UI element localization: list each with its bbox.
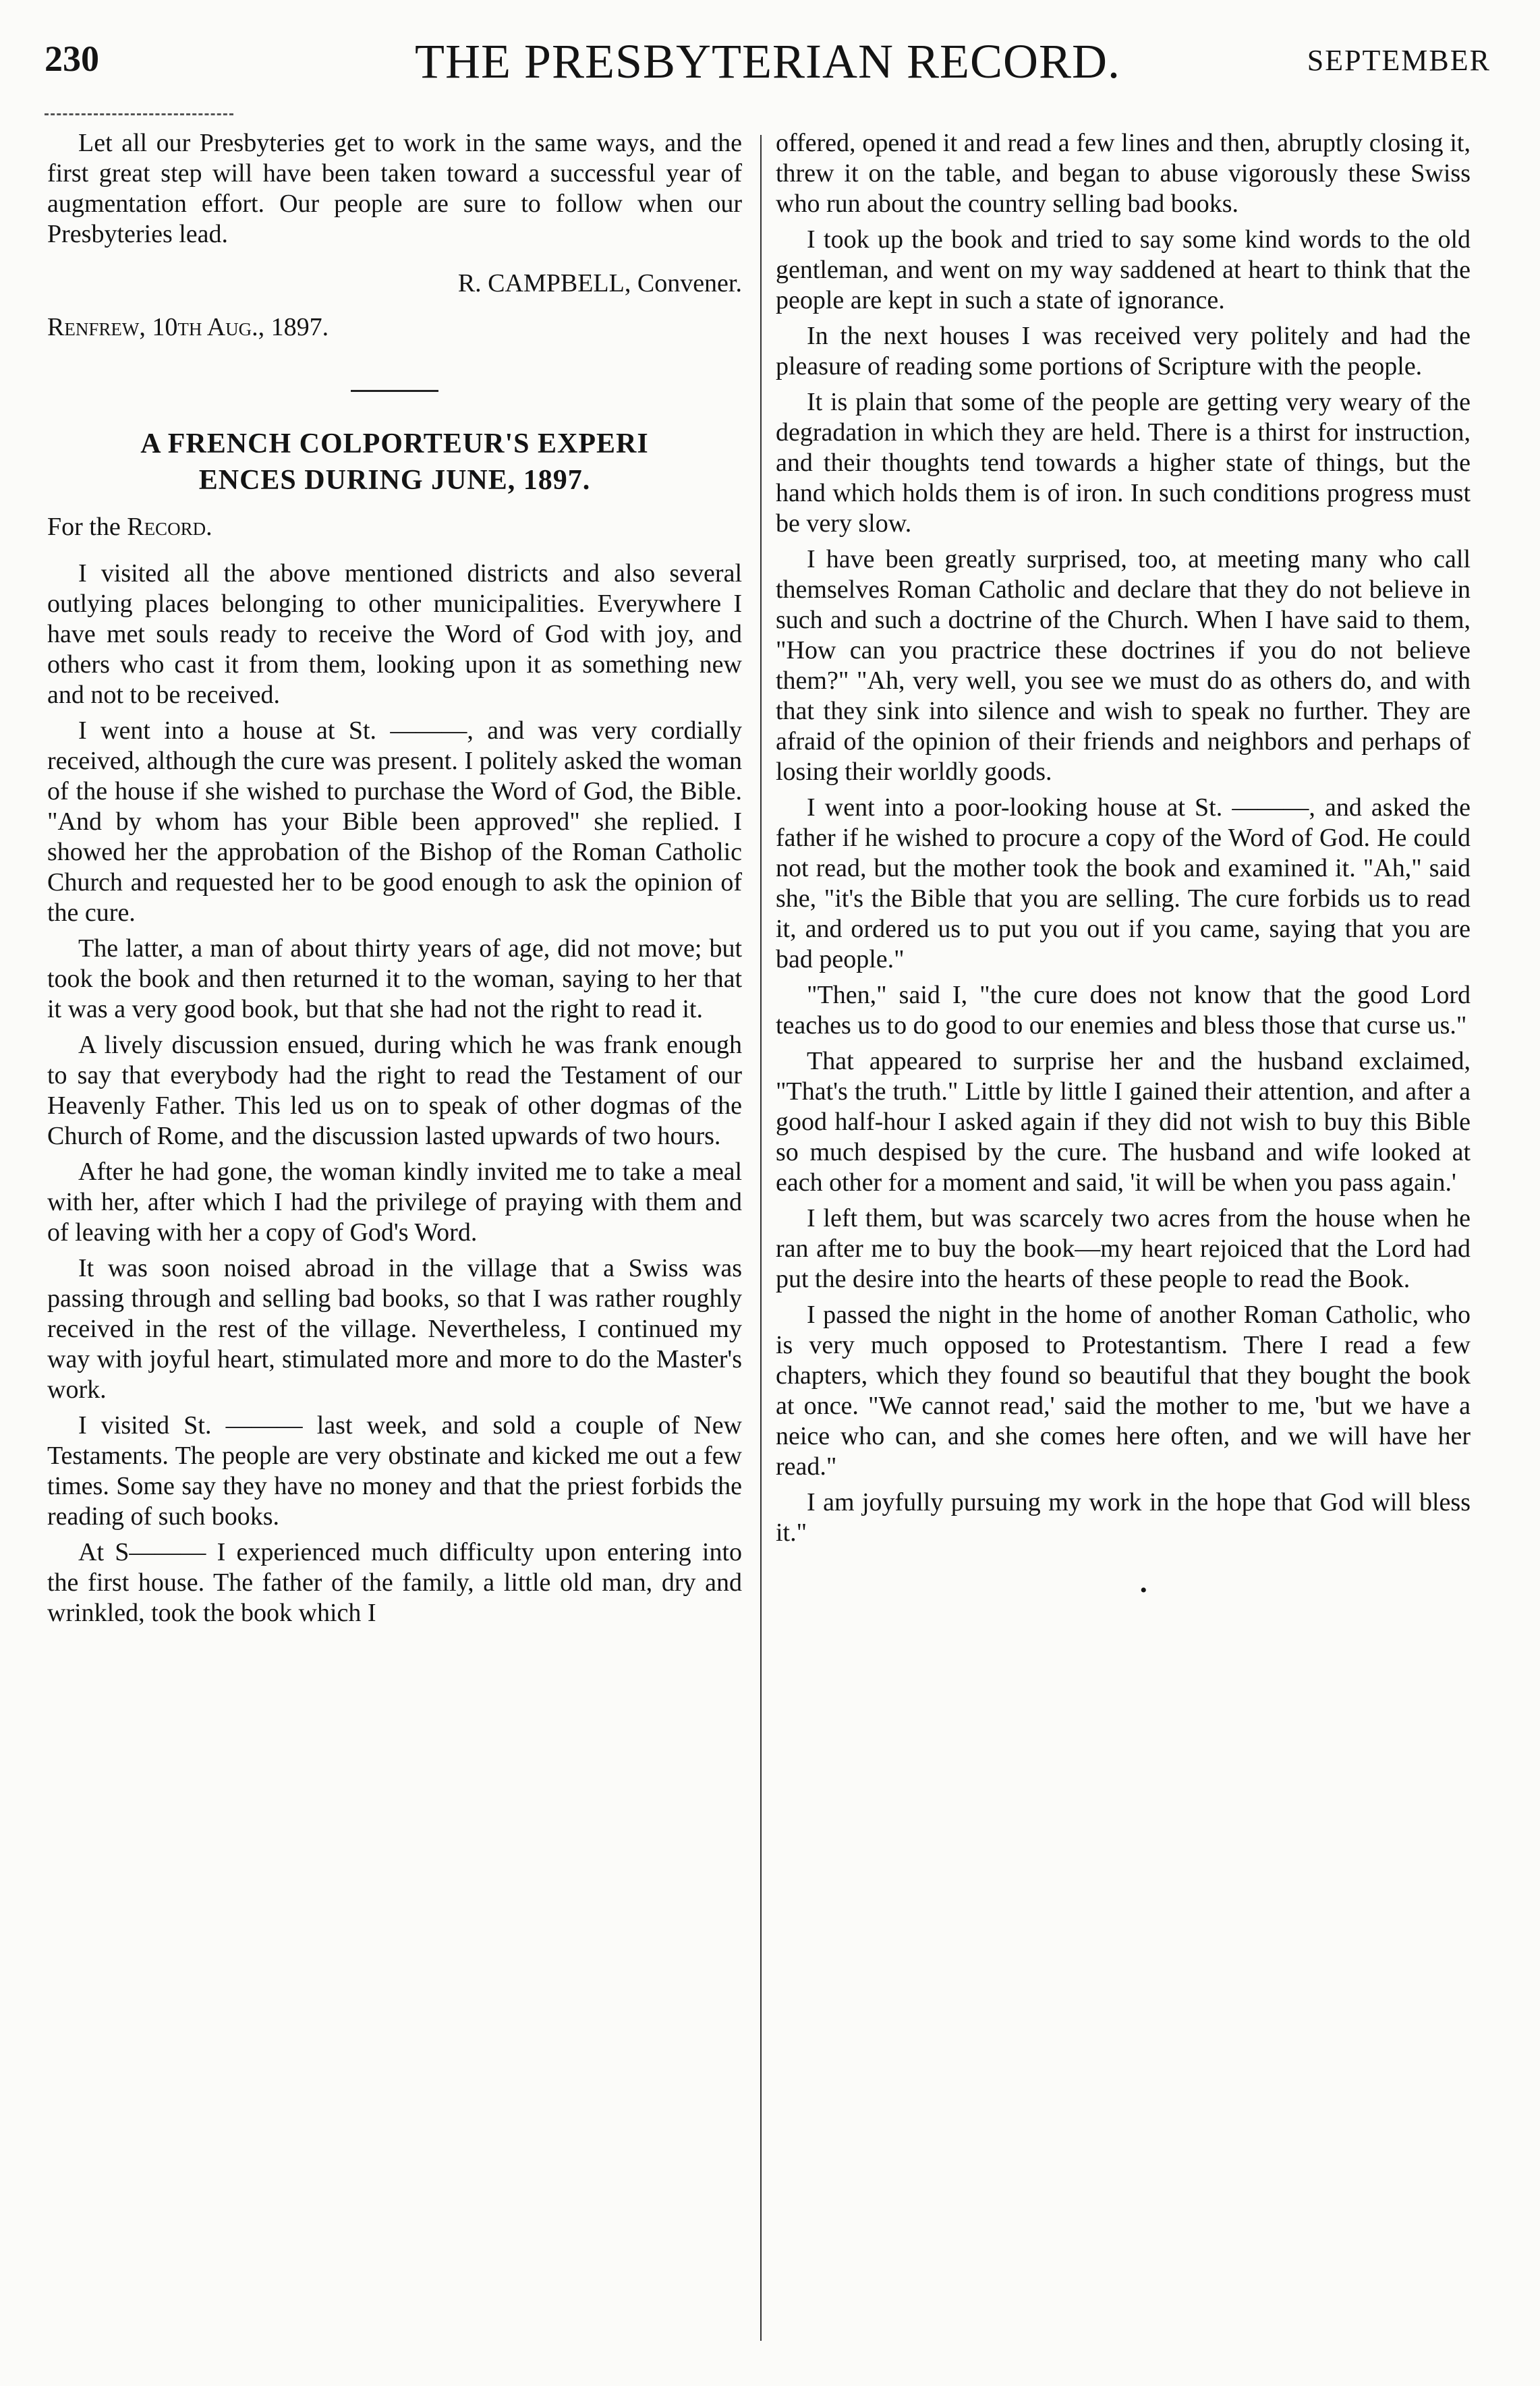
article-paragraph: I went into a house at St. ———, and was very cordially received, although the cure was present. I politely asked the woman of the house if she wished to purchase the Word of God, the Bible. "And by whom has your Bible been approved" she replied. I showed her the approbation of the Bishop of the Roman Catholic Church and requested her to be good enough to ask the opinion of the cure. [47, 716, 742, 927]
article-paragraph: I went into a poor-looking house at St. ———, and asked the father if he wished to procure a copy of the Word of God. He could not read, but the mother took the book and examined it. "Ah," said she, "it's the Bible that you are selling. The cure forbids us to read it, and ordered us to put you out if you came, saying that you are bad people." [776, 793, 1471, 973]
byline [47, 512, 742, 542]
right-column [776, 128, 1471, 1606]
page-number: 230 [45, 38, 99, 79]
signature: R. CAMPBELL, Convener. [457, 269, 742, 297]
header-rule [45, 113, 233, 115]
article-paragraph: I passed the night in the home of another Roman Catholic, who is very much opposed to Protestantism. There I read a few chapters, which they found so beautiful that they bought the book at once. "We cannot read,' said the mother to me, 'but we have a neice who can, and she comes here often, and we will have her read." [776, 1301, 1471, 1481]
article-paragraph: A lively discussion ensued, during which he was frank enough to say that everybody had the right to read the Testament of our Heavenly Father. This led us on to speak of other dogmas of the Church of Rome, and the discussion lasted upwards of two hours. [47, 1031, 742, 1150]
article-paragraph: I visited all the above mentioned districts and also several outlying places belonging to other municipalities. Everywhere I have met souls ready to receive the Word of God with joy, and others who cast it from them, looking upon it as something new and not to be received. [47, 559, 742, 709]
end-mark: • [1140, 1579, 1147, 1601]
article-paragraph: offered, opened it and read a few lines and then, abruptly closing it, threw it on the table, and began to abuse vigorously these Swiss who run about the country selling bad books. [776, 129, 1471, 218]
byline-name: Record. [127, 513, 212, 541]
article-paragraph: In the next houses I was received very politely and had the pleasure of reading some portions of Scripture with the people. [776, 322, 1471, 380]
column-rule [760, 135, 762, 2341]
dateline: Renfrew, 10th Aug., 1897. [47, 313, 329, 341]
article-title [47, 426, 742, 499]
article-paragraph: I visited St. ——— last week, and sold a couple of New Testaments. The people are very obstinate and kicked me out a few times. Some say they have no money and that the priest forbids the reading of such books. [47, 1411, 742, 1531]
section-divider [351, 390, 438, 392]
article-title-line-2: ENCES DURING JUNE, 1897. [198, 465, 591, 496]
article-paragraph: "Then," said I, "the cure does not know that the good Lord teaches us to do good to our enemies and bless those that curse us." [776, 981, 1471, 1040]
article-paragraph: It was soon noised abroad in the village that a Swiss was passing through and selling bad books, so that I was rather roughly received in the rest of the village. Nevertheless, I continued my way with joyful heart, stimulated more and more to do the Master's work. [47, 1254, 742, 1404]
intro-paragraph: Let all our Presbyteries get to work in the same ways, and the first great step will have been taken toward a successful year of augmentation effort. Our people are sure to follow when our Presbyteries lead. [47, 129, 742, 248]
article-paragraph: After he had gone, the woman kindly invited me to take a meal with her, after which I had the privilege of praying with them and of leaving with her a copy of God's Word. [47, 1158, 742, 1247]
article-paragraph: That appeared to surprise her and the husband exclaimed, "That's the truth." Little by little I gained their attention, and after a good half-hour I asked again if they did not wish to buy this Bible so much despised by the cure. The husband and wife looked at each other for a moment and said, 'it will be when you pass again.' [776, 1047, 1471, 1197]
article-paragraph: At S——— I experienced much difficulty upon entering into the first house. The father of the family, a little old man, dry and wrinkled, took the book which I [47, 1538, 742, 1627]
page-header [45, 34, 1491, 108]
article-paragraph: I am joyfully pursuing my work in the hope that God will bless it." [776, 1488, 1471, 1547]
article-paragraph: I left them, but was scarcely two acres from the house when he ran after me to buy the book—my heart rejoiced that the Lord had put the desire into the hearts of these people to read the Book. [776, 1204, 1471, 1293]
article-paragraph: The latter, a man of about thirty years of age, did not move; but took the book and then returned it to the woman, saying to her that it was a very good book, but that she had not the right to read it. [47, 934, 742, 1023]
article-paragraph: I have been greatly surprised, too, at meeting many who call themselves Roman Catholic and declare that they do not believe in such and such a doctrine of the Church. When I have said to them, "How can you practrice these doctrines if you do not believe them?" "Ah, very well, you see we must do as others do, and with that they sink into silence and wish to speak no further. They are afraid of the opinion of their friends and neighbors and perhaps of losing their worldly goods. [776, 545, 1471, 786]
article-paragraph: It is plain that some of the people are getting very weary of the degradation in which they are held. There is a thirst for instruction, and their thoughts tend towards a higher state of things, but the hand which holds them is of iron. In such conditions progress must be very slow. [776, 388, 1471, 538]
running-head: THE PRESBYTERIAN RECORD. [414, 34, 1121, 88]
article-title-line-1: A FRENCH COLPORTEUR'S EXPERI [140, 428, 649, 459]
left-column [47, 128, 742, 1634]
byline-prefix: For the [47, 513, 121, 541]
month-label: SEPTEMBER [1307, 44, 1491, 77]
article-paragraph: I took up the book and tried to say some kind words to the old gentleman, and went on my way saddened at heart to think that the people are kept in such a state of ignorance. [776, 225, 1471, 314]
